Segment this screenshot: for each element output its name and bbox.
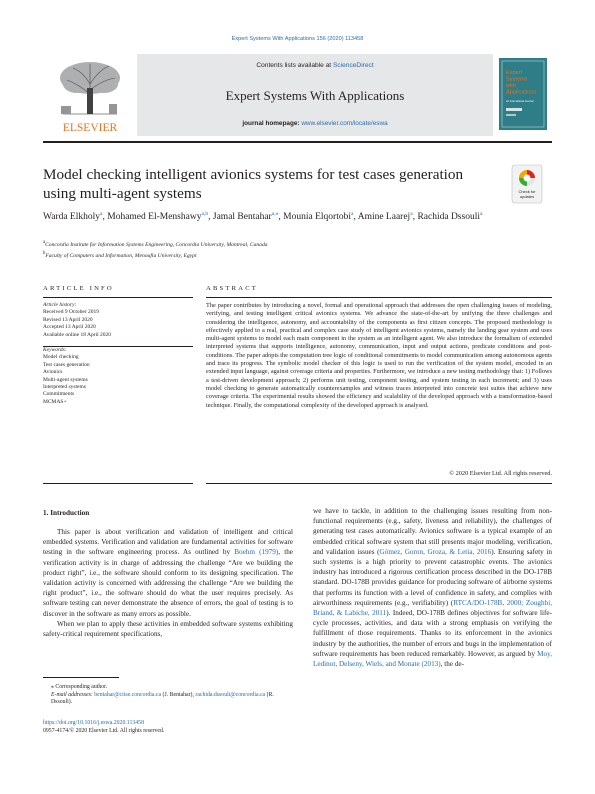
history-label: Article history: xyxy=(43,302,77,308)
citation-link[interactable]: Boehm (1979) xyxy=(234,548,279,557)
cover-subtitle: An International Journal xyxy=(506,100,534,103)
text-run: ). Indeed, DO-178B defines objectives for software life-cycle processes, activities, and data with a strong emphasis on verifying the fulfillment of those requirements. Thanks to its enforcement in the avionics industry by the authorities, the number of errors and bugs in the implementation of software requirements has been reduced remarkably. However, as argued by xyxy=(313,609,552,658)
article-info xyxy=(43,302,193,406)
keyword: Avionics xyxy=(43,369,63,376)
text-run: , the verification activity is in charge of addressing the challenge “Are we building the product right”, i.e., the software should conform to its designing specification. The validation activity is concerned with addressing the challenge “Are we building the right product”, i.e., the software should do what the user requires precisely. As software testing can never demonstrate the absence of errors, the goal of testing is to discover in the software as many errors as possible. xyxy=(43,548,293,618)
paragraph xyxy=(313,506,552,669)
email-owner: (R. Dssouli). xyxy=(51,691,274,706)
author-separator: , xyxy=(102,212,108,223)
author-name[interactable]: Warda Elkholy xyxy=(43,212,101,223)
keyword: Interpreted systems xyxy=(43,384,86,391)
header-rule xyxy=(43,141,552,143)
author-affiliation-mark[interactable]: a xyxy=(410,211,413,217)
contents-line xyxy=(137,62,493,69)
affiliation-b xyxy=(43,251,197,259)
journal-header-center xyxy=(137,54,493,136)
issn-line: 0957-4174/© 2020 Elsevier Ltd. All rights reserved. xyxy=(43,727,165,734)
history-item: Available online 18 April 2020 xyxy=(43,331,112,338)
citation-link[interactable]: RTCA/DO-178B, 2000; Zoughbi, Briand, & Labiche, 2011 xyxy=(313,598,553,618)
author-affiliation-mark[interactable]: a,b xyxy=(201,211,209,217)
elsevier-logo[interactable] xyxy=(43,54,137,136)
elsevier-wordmark: ELSEVIER xyxy=(62,122,118,134)
author-name[interactable]: Mohamed El-Menshawy xyxy=(107,212,202,223)
keyword: Commitments xyxy=(43,391,75,398)
divider xyxy=(206,483,552,484)
author-affiliation-mark[interactable]: a xyxy=(479,211,483,217)
body-column-right xyxy=(313,506,552,669)
paragraph xyxy=(43,527,293,619)
paper-title: Model checking intelligent avionics systems for test cases generation using multi-agent systems xyxy=(43,166,464,202)
homepage-line xyxy=(137,120,493,127)
body-column-left xyxy=(43,527,293,639)
author-separator: , xyxy=(412,212,418,223)
footnote xyxy=(43,684,293,707)
corresponding-author-note: Corresponding author. xyxy=(55,684,108,690)
paragraph: When we plan to apply these activities in embedded software systems exhibiting safety-critical requirement specifications, xyxy=(43,619,293,639)
author-affiliation-mark[interactable]: a xyxy=(350,211,354,217)
citation-link[interactable]: Gómez, Goron, Groza, & Letia, 2016 xyxy=(379,547,492,556)
email-owner: (J. Bentahar), xyxy=(161,691,196,698)
divider xyxy=(43,297,193,298)
homepage-prefix: journal homepage: xyxy=(242,120,300,127)
check-for-updates-badge[interactable] xyxy=(506,164,548,204)
abstract-text: The paper contributes by introducing a novel, formal and operational approach that addresses the open challenging issues of modeling, verifying, and testing intelligent critical avionics systems. We advance the state-of-the-art by unifying the three challenges and considering the intelligence, autonomy, and accountability of the components as first citizen concepts. The proposed methodology is effectively applied to a real, practical and complex case study of intelligent avionics systems, namely the landing gear system and uses multi-agent systems to model each main component in the system as an intelligent agent. We also introduce the formalism of extended interpreted systems that supports intelligence, autonomy, communication, input and output actions, predicate conditions and post-conditions. The paper adopts the computation tree logic of conditional commitments to model communication among autonomous agents and trace its progress. The symbolic model checker of this logic is used to run the verification of the system model, encoded in an extended input language, against coverage criteria and properties. Furthermore, we introduce a new testing methodology that: 1) Follows a test-driven development approach; 2) performs unit testing, component testing, and system testing in each increment; and 3) uses model checking to generate automatically counterexamples and witness traces interpreted into concrete test suites that achieve new coverage criteria. The experimental results showed the efficiency and scalability of the developed approach with a transformation-based technique. Finally, the computational complexity of the developed approach is analysed. xyxy=(206,302,552,409)
history-item: Received 9 October 2019 xyxy=(43,309,100,316)
cover-line-1: Expert xyxy=(506,70,523,76)
author-name[interactable]: Mounia Elqortobi xyxy=(283,212,351,223)
sciencedirect-link[interactable]: ScienceDirect xyxy=(332,62,374,69)
doi-link[interactable]: https://doi.org/10.1016/j.eswa.2020.113458 xyxy=(43,720,144,726)
section-heading-introduction: 1. Introduction xyxy=(43,509,90,517)
cover-line-3: with xyxy=(506,83,516,89)
keyword: Multi-agent systems xyxy=(43,376,88,383)
author-separator: , xyxy=(208,212,213,223)
author-name[interactable]: Amine Laarej xyxy=(357,212,411,223)
footnote-rule xyxy=(43,677,119,678)
article-info-heading: ARTICLE INFO xyxy=(43,285,114,292)
affiliation-a xyxy=(43,240,268,248)
affiliation-text: Concordia Institute for Information Systems Engineering, Concordia University, Montreal, Canada xyxy=(45,241,268,248)
affiliation-text: Faculty of Computers and Information, Menoufia University, Egypt xyxy=(45,252,197,259)
copyright-notice: © 2020 Elsevier Ltd. All rights reserved. xyxy=(449,470,552,477)
badge-line-2: updates xyxy=(519,194,535,199)
page-footer xyxy=(43,720,343,735)
journal-title: Expert Systems With Applications xyxy=(225,88,405,103)
author-name[interactable]: Rachida Dssouli xyxy=(417,212,480,223)
tree-icon xyxy=(43,54,137,136)
journal-citation-link[interactable]: Expert Systems With Applications 156 (2020) 113458 xyxy=(231,36,364,42)
author-separator: , xyxy=(278,212,284,223)
text-run: ). Ensuring safety in such systems is a high priority to prevent catastrophic events. The avionics industry has introduced a rigorous certification process described in the DO-178B standard. DO-178B provides guidance for producing software of airborne systems that performs its function with a level of confidence in safety, and complies with airworthiness requirements (e.g., verifiability) ( xyxy=(313,547,552,607)
history-item: Revised 13 April 2020 xyxy=(43,316,93,323)
keyword: Test cases generation xyxy=(43,361,90,368)
keywords-label: Keywords: xyxy=(43,347,67,354)
citation-link[interactable]: Moy, Ledinot, Delseny, Wiels, and Monate (2013) xyxy=(313,649,552,669)
author-name[interactable]: Jamal Bentahar xyxy=(212,212,272,223)
abstract-heading: ABSTRACT xyxy=(206,285,259,292)
email-link[interactable]: rachida.dssouli@concordia.ca xyxy=(195,691,266,698)
history-item: Accepted 13 April 2020 xyxy=(43,324,96,331)
cover-line-4: Applications xyxy=(506,89,537,96)
author-affiliation-mark[interactable]: a xyxy=(100,211,103,217)
affiliation-mark: a xyxy=(43,240,46,245)
text-run: This paper is about verification and validation of intelligent and critical embedded systems. Verification and validation are fundamental activities for software testing in the software engineering process. As outlined by xyxy=(43,528,293,557)
keyword: MCMAS+ xyxy=(43,398,67,405)
author-affiliation-mark[interactable]: a,⁎ xyxy=(271,211,279,217)
badge-line-1: Check for xyxy=(518,189,536,194)
text-run: , the de- xyxy=(440,660,465,669)
author-list xyxy=(43,211,552,222)
homepage-link[interactable]: www.elsevier.com/locate/eswa xyxy=(301,120,388,127)
text-run: we have to tackle, in addition to the challenging issues resulting from non-functional requirements (e.g., safety, liveness and reliability), the challenges of generating test cases automatically. Avionics software is a typical example of an embedded critical software system that still presents major modeling, verification, and validation issues ( xyxy=(313,507,552,556)
affiliation-mark: b xyxy=(43,251,46,256)
keyword: Model checking xyxy=(43,354,79,361)
email-label: E-mail addresses: xyxy=(51,691,93,698)
journal-cover-thumbnail[interactable] xyxy=(499,58,547,130)
contents-prefix: Contents lists available at xyxy=(256,62,332,69)
cover-line-2: Systems xyxy=(506,76,528,83)
email-link[interactable]: bentahar@ciise.concordia.ca xyxy=(94,691,162,698)
journal-header xyxy=(43,54,552,136)
divider xyxy=(206,297,552,298)
footnote-mark: ⁎ xyxy=(51,684,54,690)
divider xyxy=(43,483,193,484)
author-separator: , xyxy=(353,212,358,223)
